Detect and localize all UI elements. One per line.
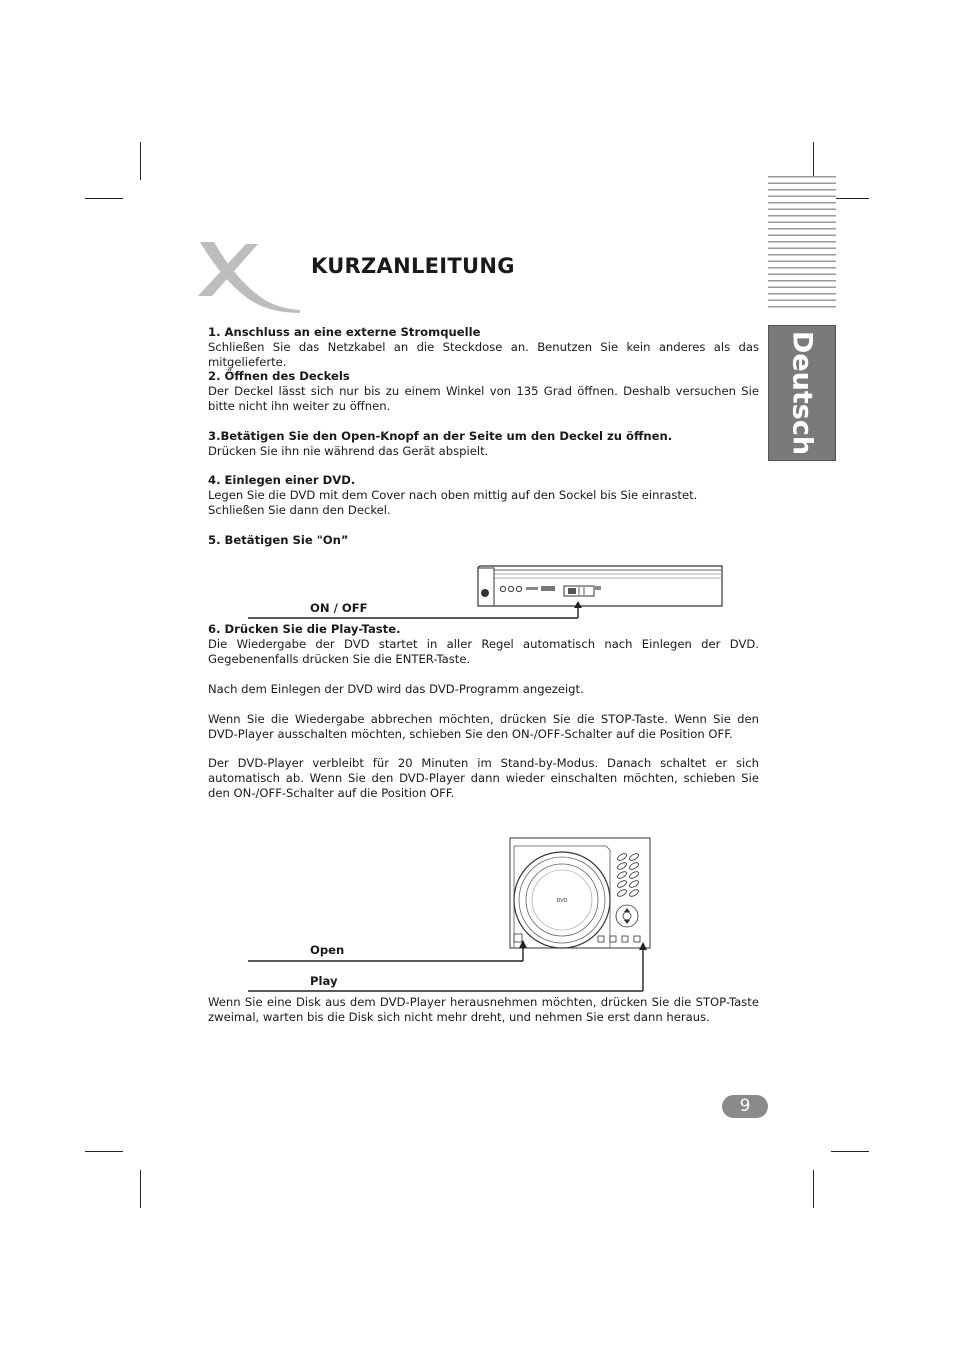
section-heading: 6. Drücken Sie die Play-Taste. bbox=[208, 622, 401, 636]
paragraph-text: Wenn Sie eine Disk aus dem DVD-Player herausnehmen möchten, drücken Sie die STOP-Taste zweimal, warten bis die Disk sich nicht mehr dreht, und nehmen Sie erst dann heraus. bbox=[208, 995, 759, 1024]
crop-mark bbox=[831, 1151, 869, 1152]
section-text: Der Deckel lässt sich nur bis zu einem Winkel von 135 Grad öffnen. Deshalb versuchen Sie bitte nicht ihn weiter zu öffnen. bbox=[208, 384, 759, 413]
closing-paragraph bbox=[208, 995, 759, 1025]
section-text: Legen Sie die DVD mit dem Cover nach oben mittig auf den Sockel bis Sie einrastet. bbox=[208, 488, 698, 502]
on-off-label: ON / OFF bbox=[310, 601, 368, 615]
play-arrow-line bbox=[246, 936, 656, 994]
decorative-stripes bbox=[768, 176, 836, 312]
crop-mark bbox=[813, 142, 814, 180]
section-4 bbox=[208, 473, 759, 518]
section-1 bbox=[208, 325, 759, 370]
section-heading: 4. Einlegen einer DVD. bbox=[208, 473, 356, 487]
section-text: Drücken Sie ihn nie während das Gerät abspielt. bbox=[208, 444, 489, 458]
disc-logo-text: DVD bbox=[556, 898, 568, 904]
section-text: Schließen Sie das Netzkabel an die Steckdose an. Benutzen Sie kein anderes als das mitgelieferte. bbox=[208, 340, 759, 369]
crop-mark bbox=[140, 142, 141, 180]
crop-mark bbox=[140, 1170, 141, 1208]
section-6 bbox=[208, 622, 759, 667]
section-text: Die Wiedergabe der DVD startet in aller Regel automatisch nach Einlegen der DVD. Gegebenenfalls drücken Sie die ENTER-Taste. bbox=[208, 637, 759, 666]
section-heading: 5. Betätigen Sie "On” bbox=[208, 533, 349, 547]
page-title: KURZANLEITUNG bbox=[311, 254, 515, 278]
page-number: 9 bbox=[722, 1095, 768, 1118]
section-text: Schließen Sie dann den Deckel. bbox=[208, 503, 391, 517]
crop-mark bbox=[831, 198, 869, 199]
language-tab bbox=[768, 325, 836, 461]
paragraph bbox=[208, 682, 759, 697]
paragraph-text: Der DVD-Player verbleibt für 20 Minuten im Stand-by-Modus. Danach schaltet er sich automatisch ab. Wenn Sie den DVD-Player dann wieder einschalten möchten, schieben Sie den ON-/OFF-Schalter auf die Position OFF. bbox=[208, 756, 759, 800]
section-3 bbox=[208, 429, 759, 459]
paragraph bbox=[208, 756, 759, 801]
section-heading: 1. Anschluss an eine externe Stromquelle bbox=[208, 325, 481, 339]
crop-mark bbox=[813, 1170, 814, 1208]
paragraph-text: Wenn Sie die Wiedergabe abbrechen möchten, drücken Sie die STOP-Taste. Wenn Sie den DVD-Player ausschalten möchten, schieben Sie den ON-/OFF-Schalter auf die Position OFF. bbox=[208, 712, 759, 741]
brand-logo bbox=[196, 240, 302, 314]
section-heading: 2. Öffnen des Deckels bbox=[208, 369, 350, 383]
section-heading: 3.Betätigen Sie den Open-Knopf an der Seite um den Deckel zu öffnen. bbox=[208, 429, 673, 443]
paragraph bbox=[208, 712, 759, 742]
crop-mark bbox=[85, 1151, 123, 1152]
section-5 bbox=[208, 533, 759, 548]
crop-mark bbox=[85, 198, 123, 199]
open-label: Open bbox=[310, 943, 345, 957]
language-tab-label: Deutsch bbox=[786, 330, 818, 456]
paragraph-text: Nach dem Einlegen der DVD wird das DVD-Programm angezeigt. bbox=[208, 682, 584, 696]
play-label: Play bbox=[310, 974, 338, 988]
section-2 bbox=[208, 369, 759, 414]
